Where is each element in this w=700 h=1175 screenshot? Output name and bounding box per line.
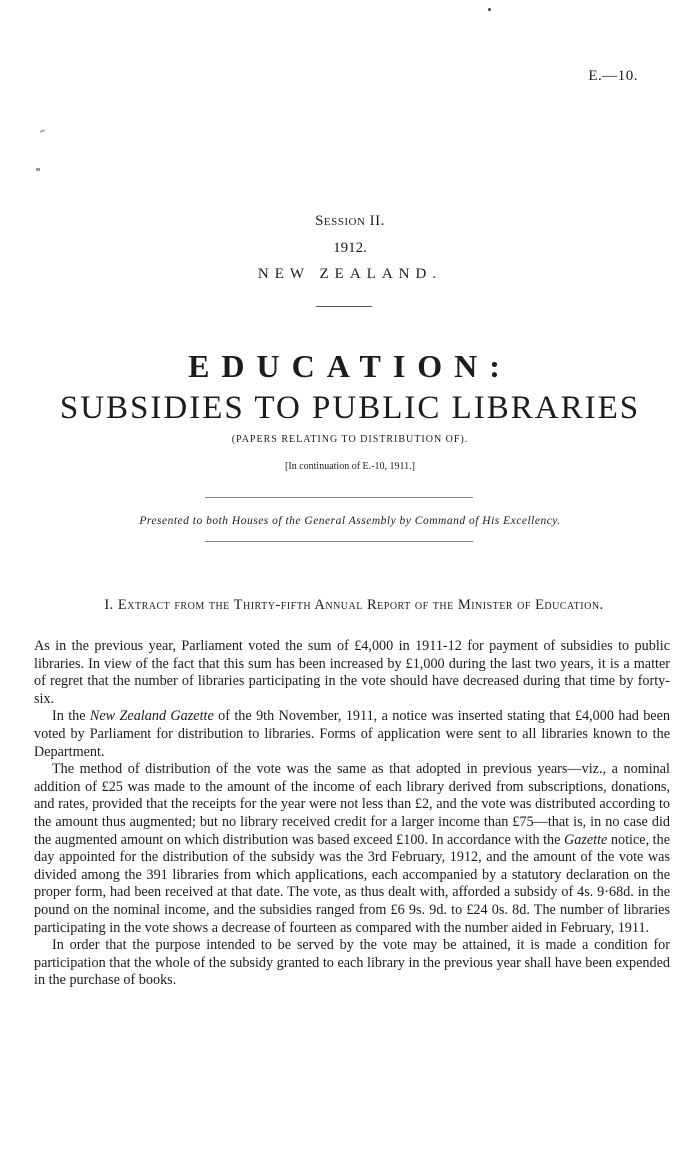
divider xyxy=(205,497,473,498)
print-speck xyxy=(40,129,45,133)
divider xyxy=(205,541,473,542)
print-speck xyxy=(488,8,491,11)
year-label: 1912. xyxy=(333,240,367,256)
document-reference: E.—10. xyxy=(588,68,638,84)
gazette-title: Gazette xyxy=(564,831,608,848)
section-heading: I. Extract from the Thirty-fifth Annual Report of the Minister of Education. xyxy=(104,597,604,613)
paragraph: The method of distribution of the vote was the same as that adopted in previous years—viz., a nominal addition of £25 was made to the amount of the income of each library derived from subscriptions, donations, and rates, provided that the receipts for the year were not less than £2, and the vote was distributed according to the amount thus augmented; but no library received credit for a larger income than £75—that is, in no case did the augmented amount on which distribution was based exceed £100. In accordance with the Gazette notice, the day appointed for the distribution of the subsidy was the 3rd February, 1912, and the amount of the vote was divided among the 391 libraries from which applications, each accompanied by a statutory declaration on the proper form, had been received at that date. The vote, as thus dealt with, afforded a subsidy of 4s. 9·68d. in the pound on the nominal income, and the subsidies ranged from £6 9s. 9d. to £24 0s. 8d. The number of libraries participating in the vote shows a decrease of fourteen as compared with the number aided in February, 1911. xyxy=(34,761,670,936)
continuation-note: [In continuation of E.-10, 1911.] xyxy=(285,461,415,472)
sub-title: SUBSIDIES TO PUBLIC LIBRARIES xyxy=(59,390,641,426)
divider xyxy=(316,306,372,307)
main-title: EDUCATION: xyxy=(188,348,512,384)
country-label: NEW ZEALAND. xyxy=(257,266,443,282)
presented-note: Presented to both Houses of the General Assembly by Command of His Excellency. xyxy=(139,515,561,527)
paragraph: As in the previous year, Parliament voted the sum of £4,000 in 1911-12 for payment of subsidies to public libraries. In view of the fact that this sum has been increased by £1,000 during the last two years, it is a matter of regret that the number of libraries participating in the vote should have decreased during that time by forty-six. xyxy=(34,638,670,707)
paragraph: In order that the purpose intended to be served by the vote may be attained, it is made a condition for participation that the whole of the subsidy granted to each library in the previous year shall have been expended in the purchase of books. xyxy=(34,937,670,989)
section-body xyxy=(34,638,670,990)
paragraph: In the New Zealand Gazette of the 9th November, 1911, a notice was inserted stating that £4,000 had been voted by Parliament for distribution to libraries. Forms of application were sent to all libraries known to the Department. xyxy=(34,708,670,760)
session-label: Session II. xyxy=(315,213,385,229)
gazette-title: New Zealand Gazette xyxy=(89,708,214,725)
papers-note: (PAPERS RELATING TO DISTRIBUTION OF). xyxy=(231,434,469,445)
print-speck xyxy=(36,168,40,171)
